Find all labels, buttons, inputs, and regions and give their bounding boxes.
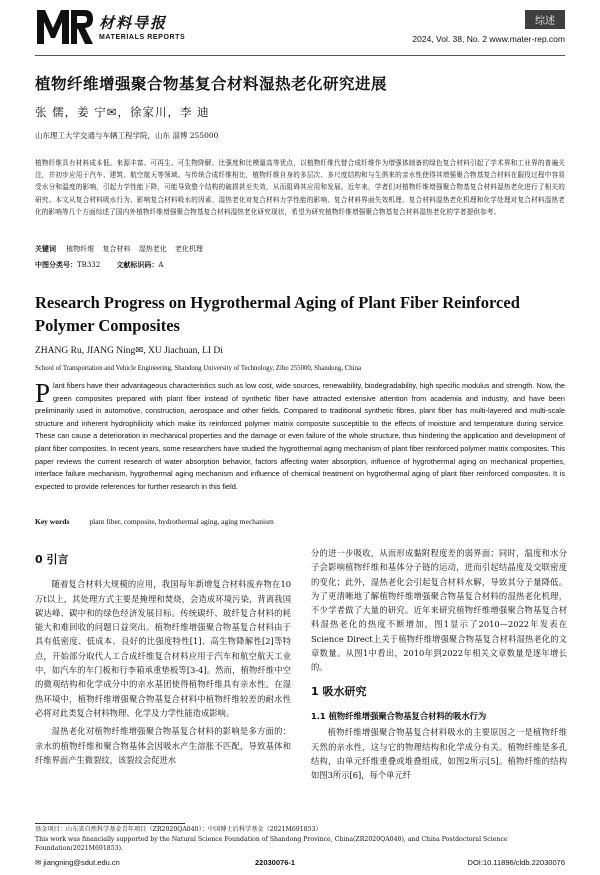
abstract-dropcap: P	[35, 378, 51, 408]
authors-en: ZHANG Ru, JIANG Ning✉, XU Jiachuan, LI Di	[35, 346, 223, 356]
abstract-en	[35, 380, 565, 493]
body-paragraph: 湿热老化对植物纤维增强聚合物基复合材料的影响是多方面的：亲水的植物纤维和聚合物基体会因吸水产生溶胀不匹配，导致基体和纤维界面产生微裂纹，该裂纹会促进水	[35, 726, 291, 765]
clc-value: TB332	[77, 261, 101, 269]
affiliation-cn: 山东理工大学交通与车辆工程学院，山东 淄博 255000	[35, 131, 219, 140]
footnote-divider	[35, 823, 185, 824]
header-divider	[35, 55, 565, 56]
body-column-left	[35, 547, 291, 767]
keyword-cn: 复合材料	[102, 245, 131, 253]
article-title-en: Research Progress on Hygrothermal Aging of Plant Fiber Reinforced Polymer Composites	[35, 293, 520, 335]
issue-info: 2024, Vol. 38, No. 2 www.mater-rep.com	[412, 34, 565, 44]
keywords-label-en: Key words	[35, 517, 70, 526]
body-column-right	[311, 546, 567, 782]
keyword-cn: 湿热老化	[138, 245, 167, 253]
body-paragraph: 植物纤维增强聚合物基复合材料吸水的主要原因之一是植物纤维天然的亲水性，这与它的物理结构和化学成分有关。植物纤维是多孔结构，由单元纤维重叠或堆叠组成，如图2所示[5]。植物纤维的结构如图3所示[6]，每个单元纤	[311, 727, 567, 781]
body-paragraph: 分的进一步吸收，从而形成黏附程度差的弱界面；同时，温度和水分子会影响植物纤维和基体分子链的运动，进而引起结晶度及交联密度的变化；此外，湿热老化会引起复合材料水解，导致其分子量降低。为了更清晰地了解植物纤维增强聚合物基复合材料的湿热老化机理，不少学者做了大量的研究。近年来研究植物纤维增强聚合物基复合材料湿热老化的热度不断增加，图1显示了2010—2022年发表在Science Direct上关于植物纤维增强聚合物基复合材料湿热老化的文章数量。从图1中看出，2010年到2022年相关文章数量是逐年增长的。	[311, 548, 567, 673]
body-paragraph: 随着复合材料大规模的应用，我国每年新增复合材料废弃物在10万t以上，其处理方式主要是掩埋和焚烧，会造成环境污染，背离我国碳达峰、碳中和的绿色经济发展目标。传统碳纤、玻纤复合材料的耗能大和难回收的问题日益突出。植物纤维增强聚合物基复合材料由于具有低密度、低成本、良好的比强度特性[1]、高生物降解性[2]等特点，开始部分取代人工合成纤维复合材料应用于汽车和航空航天工业中，如汽车的车门板和行李箱承重垫板等[3-4]。然而，植物纤维中空的微观结构和化学成分中的亲水基团使得植物纤维具有亲水性。在湿热环境中，植物纤维增强聚合物基复合材料中植物纤维较差的耐水性必将对此类复合材料物理、化学及力学性能造成影响。	[35, 579, 291, 718]
email-icon: ✉	[35, 858, 44, 867]
contact-email[interactable]	[35, 858, 120, 867]
abstract-cn: 植物纤维具有材料成本低、来源丰富、可再生、可生物降解、比强度和比模量高等优点，以植物纤维代替合成纤维作为增强体制备的绿色复合材料引起了学术界和工业界的普遍关注，并初步应用于汽车、建筑、航空航天等领域。与传统合成纤维相比，植物纤维自身的多层次、多尺度结构和与生俱来的亲水性使得其增强聚合物基复合材料在服役过程中容易受水分和温度的影响，引起力学性能下降，可能导致整个结构的破损甚至失效，从而阻碍其应用和发展。近年来，学者们对植物纤维增强聚合物基复合材料湿热老化进行了相关的研究。本文从复合材料吸水行为、影响复合材料吸水的因素、湿热老化对复合材料力学性能的影响、复合材料界面失效机理、复合材料湿热老化机理和化学处理对复合材料湿热老化的影响等几个方面综述了国内外植物纤维增强聚合物基复合材料湿热老化研究现状，希望为研究植物纤维增强聚合物基复合材料湿热老化的学者提供参考。	[35, 159, 565, 216]
authors-cn: 张 儒，姜 宁✉，徐家川，李 迪	[35, 105, 210, 119]
email-text: jiangning@sdut.edu.cn	[43, 858, 120, 867]
keyword-cn: 植物纤维	[66, 245, 95, 253]
keywords-cn	[35, 244, 209, 254]
journal-name-cn: 材料导报	[99, 14, 168, 32]
keyword-cn: 老化机理	[174, 245, 203, 253]
subsection-heading-1-1: 1.1 植物纤维增强聚合物基复合材料的吸水行为	[311, 710, 487, 721]
section-tag: 综述	[525, 10, 565, 29]
keywords-en-values: plant fiber, composite, hydrothermal aging, aging mechanism	[89, 517, 274, 526]
abstract-en-text: lant fibers have their advantageous characteristics such as low cost, wide sources, renewability, biodegradability, high specific modulus and strength. Now, the green composites prepared with plant fiber instead of synthetic fiber have attracted extensive attention from academia and industry, and have been preliminarily used in automotive, construction, aerospace and other fields. Compared to traditional synthetic fibres, plant fiber has multi-layered and multi-scale structure and inherent hydrophilicity which make its reinforced polymer matrix composite susceptible to the effects of moisture and temperature during service. These can cause a deterioration in mechanical properties and the damage or even failure of the whole structure, thus hindering the application and development of plant fiber composites. In recent years, some researchers have studied the hygrothermal aging mechanism of plant fiber reinforced polymer matrix composites. This paper reviews the current research of water absorption behavior, factors affecting water absorption, influence of hygrothermal aging on mechanical properties, interface failure mechanism, hygrothermal aging mechanism and influence of chemical treatment on hygrothermal aging of plant fiber reinforced composites. It is expected to provide references for further research in this field.	[35, 381, 565, 491]
keywords-label-cn: 关键词	[35, 245, 56, 253]
doi-link[interactable]: DOI:10.11896/cldb.22030076	[467, 858, 565, 867]
affiliation-en: School of Transportation and Vehicle Engineering, Shandong University of Technology, Zibo 255000, Shandong, China	[35, 365, 361, 372]
funding-note: 基金项目：山东省自然科学基金青年项目（ZR2020QA040）；中国博士后科学基金（2021M691853） This work was financially supported by the Natural Science Foundation of Shandong Province, China(ZR2020QA040), and China Postdoctoral Science Foundation(2021M691853).	[35, 826, 508, 852]
section-heading-intro: 0 引言	[35, 553, 69, 566]
journal-header	[35, 6, 565, 52]
doc-code-value: A	[158, 261, 164, 269]
article-title-cn: 植物纤维增强聚合物基复合材料湿热老化研究进展	[35, 75, 388, 93]
doc-code-label: 文献标识码：	[116, 261, 159, 269]
journal-name-en: MATERIALS REPORTS	[99, 34, 186, 41]
clc-label: 中图分类号：	[35, 261, 77, 269]
classification-row	[35, 260, 169, 270]
keywords-en	[35, 517, 274, 526]
journal-logo-icon	[35, 6, 95, 46]
section-heading-1: 1 吸水研究	[311, 684, 367, 698]
page-number: 22030076-1	[255, 858, 296, 867]
